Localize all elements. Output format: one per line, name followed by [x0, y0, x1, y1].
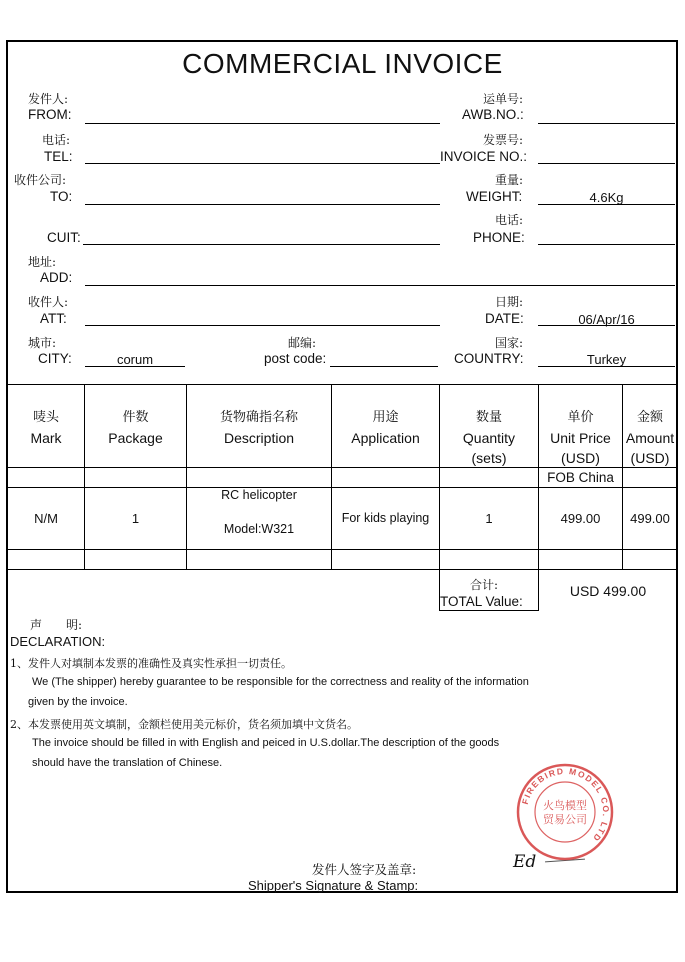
cell-description-2: Model:W321 — [223, 522, 295, 536]
stamp-inner-text-2: 贸易公司 — [543, 813, 587, 826]
city-value: corum — [116, 352, 154, 367]
header-amount: 金额 Amount (USD) — [625, 410, 675, 466]
add-label-cn: 地址: — [28, 255, 57, 269]
header-unit-price: 单价 Unit Price (USD) — [550, 410, 611, 466]
stamp-outer-text: FIREBIRD MODEL CO. LTD — [519, 765, 612, 845]
table-top-border — [7, 384, 677, 385]
weight-line — [538, 204, 675, 205]
country-line — [538, 366, 675, 367]
header-description: 货物确指名称 Description — [219, 410, 298, 446]
cell-package: 1 — [131, 511, 140, 526]
declaration-item1-cn: 1、发件人对填制本发票的准确性及真实性承担一切责任。 — [10, 657, 292, 670]
phone-label-cn: 电话: — [495, 213, 524, 227]
cuit-line — [83, 244, 440, 245]
country-label-cn: 国家: — [495, 336, 524, 350]
total-label-cn: 合计: — [470, 578, 499, 592]
tel-label-cn: 电话: — [42, 133, 71, 147]
stamp-inner-text-1: 火鸟模型 — [543, 799, 587, 812]
postcode-label: post code: — [264, 351, 327, 366]
header-mark: 唛头 Mark — [30, 410, 62, 446]
from-line — [85, 123, 440, 124]
tel-label: TEL: — [44, 149, 73, 164]
signature-handwriting: Ed — [513, 852, 537, 872]
invoice-no-label: INVOICE NO.: — [440, 149, 528, 164]
declaration-item2-en-b: should have the translation of Chinese. — [32, 757, 223, 769]
country-value: Turkey — [586, 352, 627, 367]
declaration-item1-en-b: given by the invoice. — [28, 696, 128, 708]
city-line — [85, 366, 185, 367]
from-label: FROM: — [28, 107, 72, 122]
signature-label: Shipper's Signature & Stamp: — [248, 878, 419, 893]
country-label: COUNTRY: — [454, 351, 524, 366]
weight-value: 4.6Kg — [589, 190, 624, 205]
cuit-label: CUIT: — [47, 230, 81, 245]
postcode-label-cn: 邮编: — [288, 336, 317, 350]
header-package: 件数 Package — [108, 410, 163, 446]
total-label: TOTAL Value: — [440, 594, 523, 609]
cell-amount: 499.00 — [630, 511, 670, 526]
invoice-title: COMMERCIAL INVOICE — [182, 48, 503, 79]
to-label: TO: — [50, 189, 73, 204]
from-label-cn: 发件人: — [28, 92, 69, 106]
declaration-title-cn: 声 明: — [30, 618, 83, 632]
cell-application: For kids playing — [341, 511, 430, 525]
phone-label: PHONE: — [473, 230, 525, 245]
att-line — [85, 325, 440, 326]
add-line — [85, 285, 675, 286]
awb-label: AWB.NO.: — [462, 107, 524, 122]
company-stamp-icon — [515, 762, 615, 862]
awb-label-cn: 运单号: — [483, 92, 524, 106]
declaration-title: DECLARATION: — [10, 634, 106, 649]
to-line — [85, 204, 440, 205]
table-term-row-bottom — [7, 487, 677, 488]
cell-description-1: RC helicopter — [221, 488, 297, 502]
table-item-row-bottom — [7, 549, 677, 550]
cell-mark: N/M — [34, 511, 58, 526]
header-quantity: 数量 Quantity (sets) — [462, 410, 516, 466]
city-label-cn: 城市: — [28, 336, 57, 350]
postcode-line — [330, 366, 438, 367]
invoice-no-label-cn: 发票号: — [483, 133, 524, 147]
add-label: ADD: — [40, 270, 73, 285]
att-label: ATT: — [40, 311, 67, 326]
table-bottom-border — [7, 569, 677, 570]
to-label-cn: 收件公司: — [14, 173, 67, 187]
tel-line — [85, 163, 440, 164]
total-value: USD 499.00 — [569, 583, 647, 599]
trade-term: FOB China — [547, 470, 614, 485]
city-label: CITY: — [38, 351, 72, 366]
date-line — [538, 325, 675, 326]
declaration-item2-cn: 2、本发票使用英文填制，金额栏使用美元标价，货名须加填中文货名。 — [10, 718, 358, 731]
cell-unit-price: 499.00 — [560, 511, 601, 526]
date-label-cn: 日期: — [495, 295, 524, 309]
weight-label: WEIGHT: — [466, 189, 523, 204]
att-label-cn: 收件人: — [28, 295, 69, 309]
phone-line — [538, 244, 675, 245]
date-value: 06/Apr/16 — [578, 312, 635, 327]
weight-label-cn: 重量: — [495, 173, 524, 187]
awb-line — [538, 123, 675, 124]
date-label: DATE: — [485, 311, 524, 326]
signature-label-cn: 发件人签字及盖章: — [312, 862, 417, 877]
declaration-item2-en-a: The invoice should be filled in with English and peiced in U.S.dollar.The description of the goods — [32, 737, 500, 749]
invoice-no-line — [538, 163, 675, 164]
cell-quantity: 1 — [485, 511, 493, 526]
header-application: 用途 Application — [351, 410, 420, 446]
declaration-item1-en-a: We (The shipper) hereby guarantee to be responsible for the correctness and reality of the information — [32, 676, 529, 688]
total-label-underline — [439, 610, 539, 611]
